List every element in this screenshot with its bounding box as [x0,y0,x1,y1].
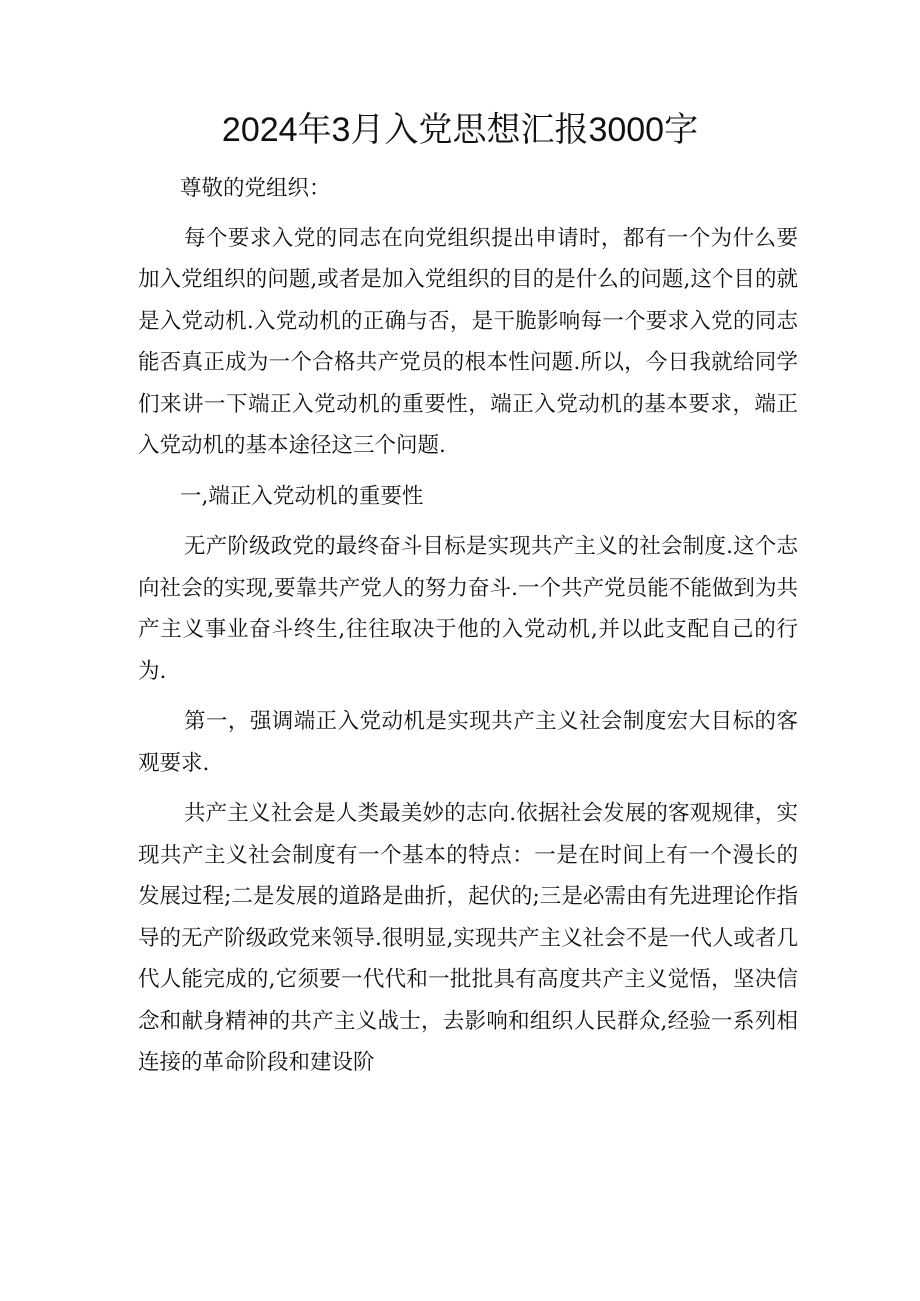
paragraph-communism: 共产主义社会是人类最美妙的志向.依据社会发展的客观规律，实现共产主义社会制度有一个基本的特点：一是在时间上有一个漫长的发展过程;二是发展的道路是曲折，起伏的;三是必需由有先进理论作指导的无产阶级政党来领导.很明显,实现共产主义社会不是一代人或者几代人能完成的,它须要一代代和一批批具有高度共产主义觉悟，坚决信念和献身精神的共产主义战士，去影响和组织人民群众,经验一系列相连接的革命阶段和建设阶 [138,801,798,1075]
paragraph-point-1: 第一，强调端正入党动机是实现共产主义社会制度宏大目标的客观要求. [138,709,798,776]
document-title: 2024年3月入党思想汇报3000字 [221,111,699,149]
paragraph-goal: 无产阶级政党的最终奋斗目标是实现共产主义的社会制度.这个志向社会的实现,要靠共产党人的努力奋斗.一个共产党员能不能做到为共产主义事业奋斗终生,往往取决于他的入党动机,并以此支配自己的行为. [138,534,798,684]
paragraph-intro: 每个要求入党的同志在向党组织提出申请时，都有一个为什么要加入党组织的问题,或者是加入党组织的目的是什么的问题,这个目的就是入党动机.入党动机的正确与否，是干脆影响每一个要求入党的同志能否真正成为一个合格共产党员的根本性问题.所以，今日我就给同学们来讲一下端正入党动机的重要性，端正入党动机的基本要求，端正入党动机的基本途径这三个问题. [138,225,798,458]
document-body [138,168,798,1093]
salutation: 尊敬的党组织： [180,176,331,201]
section-heading-1: 一,端正入党动机的重要性 [180,483,424,509]
